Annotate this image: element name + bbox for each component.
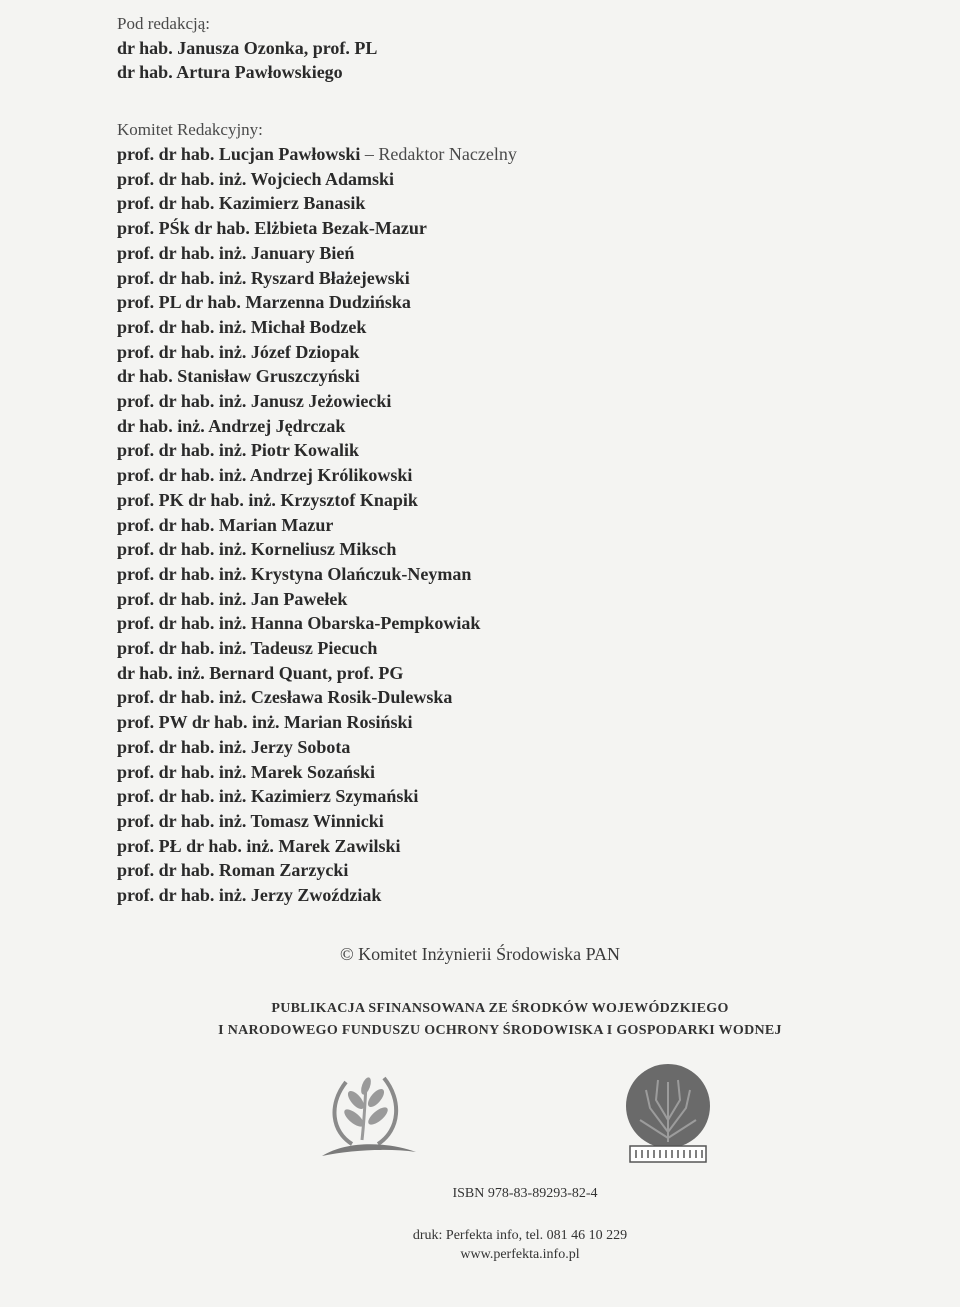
committee-member: prof. dr hab. inż. Marek Sozański — [117, 761, 376, 782]
committee-member: prof. dr hab. inż. Jan Pawełek — [117, 588, 348, 609]
committee-member: prof. dr hab. inż. Andrzej Królikowski — [117, 465, 413, 486]
committee-member: prof. dr hab. inż. Kazimierz Szymański — [117, 786, 419, 807]
plant-logo-icon — [318, 1060, 418, 1165]
copyright-notice: © Komitet Inżynierii Środowiska PAN — [340, 944, 620, 964]
committee-block — [117, 118, 517, 908]
committee-member: prof. dr hab. inż. January Bień — [117, 242, 355, 263]
committee-member: prof. PŚk dr hab. Elżbieta Bezak-Mazur — [117, 218, 427, 239]
fund-seal-icon — [618, 1062, 718, 1167]
committee-member: prof. PL dr hab. Marzenna Dudzińska — [117, 292, 411, 313]
committee-chief — [117, 142, 517, 167]
committee-member: dr hab. Stanisław Gruszczyński — [117, 366, 360, 387]
isbn-number: ISBN 978-83-89293-82-4 — [452, 1186, 598, 1201]
committee-member: prof. PW dr hab. inż. Marian Rosiński — [117, 712, 413, 733]
committee-label: Komitet Redakcyjny: — [117, 120, 263, 139]
committee-member: prof. dr hab. inż. Ryszard Błażejewski — [117, 267, 410, 288]
committee-member: prof. dr hab. inż. Jerzy Sobota — [117, 736, 351, 757]
committee-member: prof. dr hab. Kazimierz Banasik — [117, 193, 366, 214]
committee-member: dr hab. inż. Andrzej Jędrczak — [117, 415, 346, 436]
committee-member: prof. PK dr hab. inż. Krzysztof Knapik — [117, 489, 418, 510]
editors-label: Pod redakcją: — [117, 14, 210, 33]
committee-member: prof. dr hab. inż. Korneliusz Miksch — [117, 539, 397, 560]
printer-info — [0, 1226, 960, 1264]
committee-member: prof. dr hab. inż. Tadeusz Piecuch — [117, 638, 378, 659]
committee-member: prof. dr hab. inż. Krystyna Olańczuk-Neyman — [117, 563, 472, 584]
committee-member: prof. dr hab. inż. Józef Dziopak — [117, 341, 360, 362]
committee-member: prof. dr hab. inż. Czesława Rosik-Dulewska — [117, 687, 453, 708]
committee-member: prof. dr hab. inż. Tomasz Winnicki — [117, 810, 384, 831]
committee-member: prof. PŁ dr hab. inż. Marek Zawilski — [117, 835, 401, 856]
committee-members-list — [117, 167, 517, 908]
committee-member: prof. dr hab. inż. Janusz Jeżowiecki — [117, 391, 392, 412]
chief-name: prof. dr hab. Lucjan Pawłowski — [117, 144, 361, 164]
committee-member: prof. dr hab. Roman Zarzycki — [117, 860, 349, 881]
committee-member: prof. dr hab. inż. Michał Bodzek — [117, 316, 367, 337]
committee-member: prof. dr hab. inż. Hanna Obarska-Pempkowiak — [117, 613, 481, 634]
committee-member: prof. dr hab. inż. Piotr Kowalik — [117, 440, 360, 461]
funding-notice — [0, 998, 960, 1042]
printer-website: www.perfekta.info.pl — [460, 1247, 580, 1262]
editor-name: dr hab. Artura Pawłowskiego — [117, 62, 343, 82]
editor-name: dr hab. Janusza Ozonka, prof. PL — [117, 38, 378, 58]
funding-line: PUBLIKACJA SFINANSOWANA ZE ŚRODKÓW WOJEWÓDZKIEGO — [271, 1001, 729, 1016]
chief-role: – Redaktor Naczelny — [360, 144, 517, 164]
printer-contact: druk: Perfekta info, tel. 081 46 10 229 — [412, 1228, 628, 1243]
funding-line: I NARODOWEGO FUNDUSZU OCHRONY ŚRODOWISKA I GOSPODARKI WODNEJ — [218, 1023, 782, 1038]
committee-member: dr hab. inż. Bernard Quant, prof. PG — [117, 662, 404, 683]
committee-member: prof. dr hab. Marian Mazur — [117, 514, 334, 535]
editors-block — [117, 12, 377, 84]
committee-member: prof. dr hab. inż. Jerzy Zwoździak — [117, 885, 382, 906]
committee-member: prof. dr hab. inż. Wojciech Adamski — [117, 168, 395, 189]
